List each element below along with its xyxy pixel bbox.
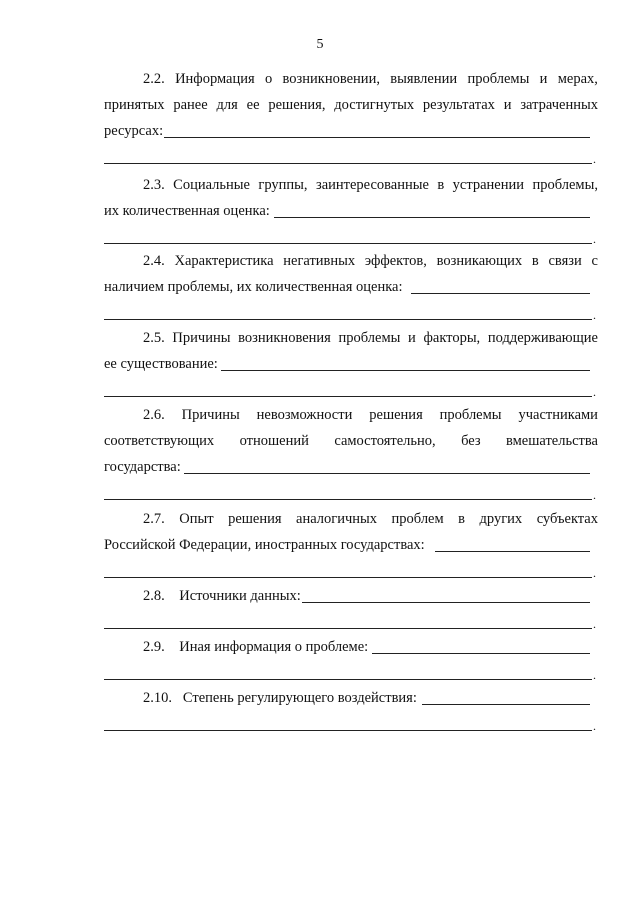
word: в	[531, 253, 539, 269]
word: Причины	[172, 330, 231, 346]
section-2-5	[104, 329, 598, 407]
word: проблем	[391, 511, 444, 527]
field-label: наличием проблемы, их количественная оценка:	[104, 279, 403, 295]
section-2-7-line-2	[104, 536, 598, 562]
answer-blank[interactable]	[104, 499, 592, 500]
word: аналогичных	[296, 511, 378, 527]
word: заинтересованные	[315, 177, 429, 193]
word: проблемы	[467, 71, 530, 87]
section-2-10-line-2: .	[104, 715, 598, 741]
section-2-2-line-2	[104, 96, 598, 122]
section-number: 2.3.	[143, 177, 165, 193]
word: ранее	[173, 97, 208, 113]
section-2-9-line-1	[104, 638, 598, 664]
word: субъектах	[536, 511, 598, 527]
word: проблемы	[439, 407, 502, 423]
word: с	[591, 253, 598, 269]
word: и	[503, 97, 512, 113]
section-2-6-line-3	[104, 458, 598, 484]
word: негативных	[283, 253, 356, 269]
section-2-2-line-1	[104, 70, 598, 96]
word: невозможности	[256, 407, 353, 423]
page-number: 5	[316, 37, 324, 52]
word: группы,	[258, 177, 308, 193]
answer-blank[interactable]	[164, 137, 590, 138]
section-number: 2.9.	[143, 639, 165, 655]
field-label: ресурсах:	[104, 123, 164, 139]
field-label: ее существование:	[104, 356, 218, 372]
word: возникновения	[238, 330, 331, 346]
answer-blank[interactable]	[184, 473, 590, 474]
field-label: Степень регулирующего воздействия:	[182, 690, 417, 706]
word: в	[437, 177, 445, 193]
word: в	[458, 511, 466, 527]
field-label: государства:	[104, 459, 181, 475]
word: поддерживающие	[487, 330, 598, 346]
word: эффектов,	[364, 253, 427, 269]
word: факторы,	[423, 330, 481, 346]
word: мерах,	[557, 71, 598, 87]
section-2-6-line-2	[104, 432, 598, 458]
word: других	[479, 511, 523, 527]
word: о	[264, 71, 273, 87]
word: выявлении	[390, 71, 458, 87]
section-2-5-line-2	[104, 355, 598, 381]
section-2-5-line-1	[104, 329, 598, 355]
section-number: 2.6.	[143, 407, 165, 423]
section-2-4-line-3: .	[104, 304, 598, 330]
field-label: Иная информация о проблеме:	[179, 639, 369, 655]
section-2-9-line-2: .	[104, 664, 598, 690]
answer-blank[interactable]	[302, 602, 590, 603]
word: решения	[369, 407, 423, 423]
answer-blank[interactable]	[104, 577, 592, 578]
section-2-4-line-1	[104, 252, 598, 278]
section-number: 2.10.	[143, 690, 172, 706]
section-number: 2.7.	[143, 511, 165, 527]
section-2-6-line-1	[104, 406, 598, 432]
word: результатах	[422, 97, 495, 113]
answer-blank[interactable]	[274, 217, 590, 218]
section-2-3	[104, 176, 598, 254]
section-2-8-line-2: .	[104, 613, 598, 639]
answer-blank[interactable]	[411, 293, 590, 294]
section-number: 2.5.	[143, 330, 165, 346]
section-2-6-line-4: .	[104, 484, 598, 510]
answer-blank[interactable]	[104, 628, 592, 629]
answer-blank[interactable]	[104, 319, 592, 320]
section-2-9	[104, 638, 598, 690]
section-2-10-line-1	[104, 689, 598, 715]
word: Опыт	[179, 511, 214, 527]
word: Причины	[181, 407, 240, 423]
field-label: Российской Федерации, иностранных государствах:	[104, 537, 425, 553]
word: устранении	[452, 177, 525, 193]
section-2-2	[104, 70, 598, 174]
section-2-7	[104, 510, 598, 588]
word: достигнутых	[334, 97, 415, 113]
word: и	[539, 71, 548, 87]
word: затраченных	[520, 97, 598, 113]
word: проблемы,	[532, 177, 598, 193]
section-2-3-line-2	[104, 202, 598, 228]
section-2-10	[104, 689, 598, 741]
word: без	[461, 433, 481, 449]
section-2-6	[104, 406, 598, 510]
section-2-8-line-1	[104, 587, 598, 613]
answer-blank[interactable]	[104, 396, 592, 397]
word: отношений	[239, 433, 309, 449]
answer-blank[interactable]	[422, 704, 590, 705]
word: Информация	[175, 71, 255, 87]
answer-blank[interactable]	[435, 551, 590, 552]
word: Характеристика	[174, 253, 274, 269]
answer-blank[interactable]	[104, 163, 592, 164]
word: принятых	[104, 97, 165, 113]
section-2-5-line-3: .	[104, 381, 598, 407]
word: связи	[548, 253, 582, 269]
section-number: 2.4.	[143, 253, 165, 269]
section-2-4	[104, 252, 598, 330]
section-2-7-line-3: .	[104, 562, 598, 588]
section-number: 2.2.	[143, 71, 165, 87]
answer-blank[interactable]	[104, 679, 592, 680]
section-2-4-line-2	[104, 278, 598, 304]
section-2-3-line-1	[104, 176, 598, 202]
word: соответствующих	[104, 433, 215, 449]
field-label: Источники данных:	[179, 588, 301, 604]
answer-blank[interactable]	[104, 243, 592, 244]
word: вмешательства	[506, 433, 598, 449]
word: проблемы	[338, 330, 401, 346]
answer-blank[interactable]	[221, 370, 590, 371]
answer-blank[interactable]	[372, 653, 590, 654]
section-2-2-line-3	[104, 122, 598, 148]
section-2-2-line-4: .	[104, 148, 598, 174]
word: возникающих	[436, 253, 523, 269]
word: решения,	[268, 97, 326, 113]
section-number: 2.8.	[143, 588, 165, 604]
word: возникновении,	[282, 71, 380, 87]
word: участниками	[518, 407, 598, 423]
section-2-8	[104, 587, 598, 639]
word: решения	[228, 511, 282, 527]
word: самостоятельно,	[334, 433, 436, 449]
word: и	[408, 330, 416, 346]
field-label: их количественная оценка:	[104, 203, 270, 219]
section-2-3-line-3: .	[104, 228, 598, 254]
word: Социальные	[173, 177, 250, 193]
word: ее	[246, 97, 260, 113]
answer-blank[interactable]	[104, 730, 592, 731]
section-2-7-line-1	[104, 510, 598, 536]
word: для	[216, 97, 238, 113]
